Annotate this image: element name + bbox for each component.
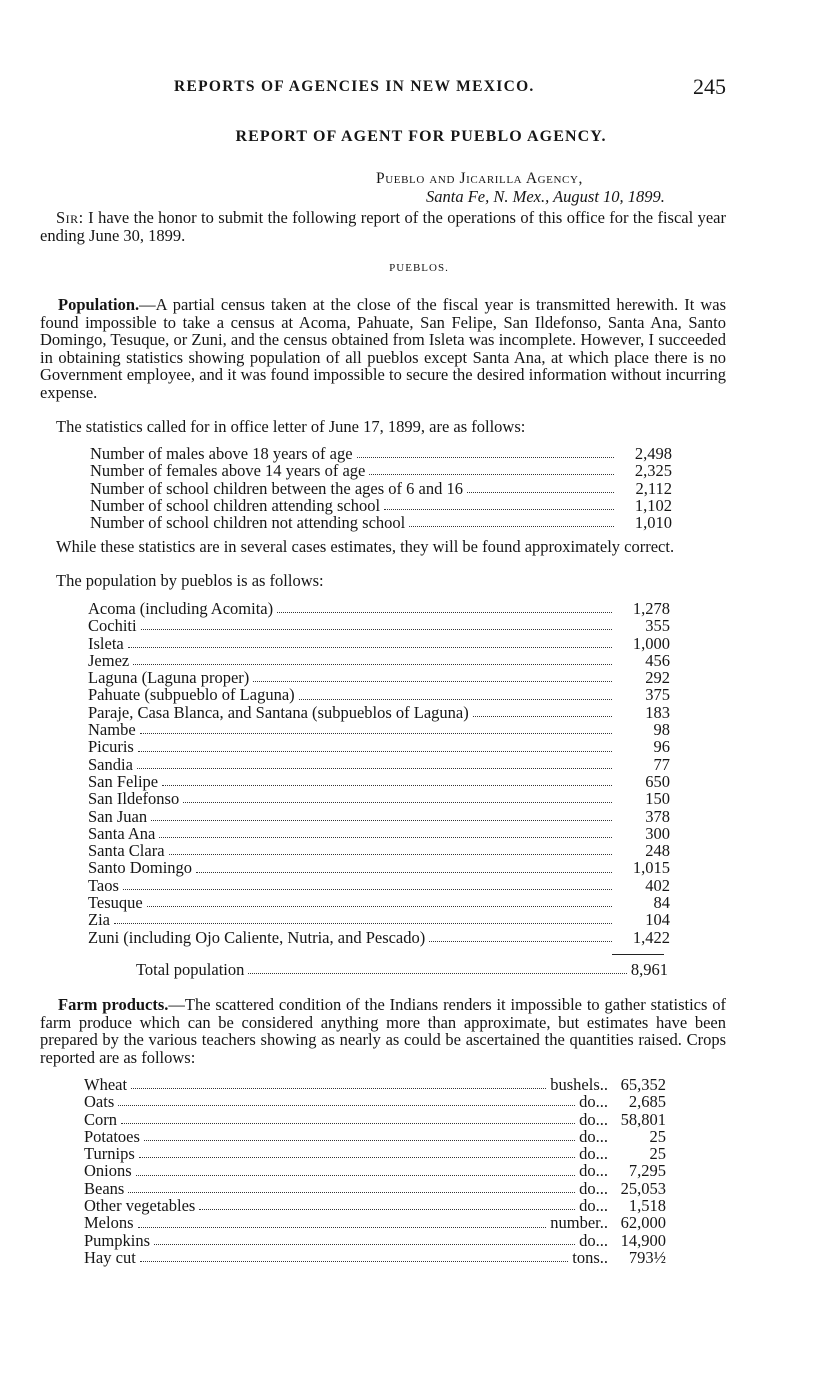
- leader-dots: [151, 820, 612, 821]
- farm-paragraph: [40, 996, 726, 1066]
- statistic-row-label: Number of school children between the ages of 6 and 16: [90, 478, 463, 498]
- leader-dots: [169, 854, 612, 855]
- population-text: —A partial census taken at the close of the fiscal year is transmitted herewith. It was found impossible to take a census at Acoma, Pahuate, San Felipe, San Ildefonso, Santa Ana, Santo Domingo, Tesuque, or Zuni, and the census obtained from Isleta was incomplete. However, I succeeded in obtaining statistics showing population of all pueblos except Santa Ana, at which place there is no Government employee, and it was found impossible to secure the desired information without incurring expense.: [40, 295, 726, 402]
- crop-row: [84, 1248, 666, 1265]
- statistic-row: [90, 444, 672, 461]
- leader-dots: [137, 768, 612, 769]
- leader-dots: [121, 1123, 575, 1124]
- pueblo-row-label: Acoma (including Acomita): [88, 599, 274, 618]
- crop-row-value: 65,352: [620, 1075, 666, 1094]
- crop-row-unit: do...: [579, 1196, 608, 1216]
- pueblo-row-value: 104: [645, 910, 670, 930]
- crop-row-value: 25: [649, 1126, 666, 1146]
- pueblo-row-label: San Juan: [88, 806, 148, 826]
- pueblo-row-value: 650: [645, 771, 670, 791]
- crop-row: [84, 1092, 666, 1112]
- crop-row: [84, 1127, 666, 1144]
- crop-row-label: Turnips: [84, 1144, 135, 1164]
- pueblo-row-value: 378: [645, 806, 670, 826]
- population-lead: Population.: [58, 295, 140, 314]
- statistic-row-label: Number of females above 14 years of age: [90, 461, 366, 481]
- agency-name: Pueblo and Jicarilla Agency,: [376, 170, 583, 187]
- statistic-row-value: 1,102: [634, 495, 672, 515]
- pueblo-row-label: Cochiti: [88, 616, 137, 636]
- pueblo-row-label: San Ildefonso: [88, 789, 180, 809]
- crop-row-label: Hay cut: [84, 1247, 136, 1267]
- pueblo-row-value: 1,422: [632, 927, 670, 947]
- leader-dots: [199, 1209, 575, 1210]
- statistic-row-value: 1,010: [634, 513, 672, 533]
- leader-dots: [131, 1088, 546, 1089]
- pueblo-row-label: Jemez: [88, 650, 130, 670]
- leader-dots: [139, 1157, 575, 1158]
- leader-dots: [140, 733, 612, 734]
- crop-row-unit: do...: [579, 1178, 608, 1198]
- leader-dots: [118, 1105, 575, 1106]
- pueblo-row-value: 84: [653, 893, 670, 913]
- crop-row-unit: do...: [579, 1230, 608, 1250]
- leader-dots: [357, 457, 614, 458]
- crop-row-label: Onions: [84, 1161, 132, 1181]
- pueblo-row: [88, 893, 670, 913]
- pueblo-row: [88, 634, 670, 651]
- total-population-row: [136, 960, 668, 977]
- salutation: Sir:: [56, 208, 84, 227]
- crop-row-label: Pumpkins: [84, 1230, 151, 1250]
- pueblo-row: [88, 858, 670, 878]
- leader-dots: [141, 629, 612, 630]
- statistic-row: [90, 513, 672, 533]
- pueblo-row-label: Nambe: [88, 720, 136, 740]
- total-label: Total population: [136, 960, 245, 979]
- pueblo-row-value: 1,000: [632, 633, 670, 653]
- leader-dots: [133, 664, 612, 665]
- farm-text: —The scattered condition of the Indians renders it impossible to gather statistics of farm produce which can be considered anything more than approximate, but estimates have been prepared by the various teachers showing as nearly as could be ascertained the quantities raised. Crops reported are as follows:: [40, 995, 726, 1067]
- pueblo-row-label: Laguna (Laguna proper): [88, 668, 250, 688]
- crop-row-label: Oats: [84, 1092, 115, 1112]
- pueblo-row-value: 150: [645, 789, 670, 809]
- leader-dots: [369, 474, 614, 475]
- total-row: [136, 960, 668, 977]
- leader-dots: [253, 681, 612, 682]
- pueblo-population-table: [88, 599, 670, 945]
- pueblo-row-label: Zuni (including Ojo Caliente, Nutria, and Pescado): [88, 927, 426, 947]
- pueblo-row: [88, 703, 670, 720]
- leader-dots: [140, 1261, 568, 1262]
- pueblo-row-value: 402: [645, 875, 670, 895]
- leader-dots: [154, 1244, 575, 1245]
- crop-row-unit: do...: [579, 1161, 608, 1181]
- crop-row-value: 1,518: [628, 1196, 666, 1216]
- pueblo-row: [88, 824, 670, 841]
- crop-row: [84, 1144, 666, 1164]
- leader-dots: [159, 837, 612, 838]
- leader-dots: [123, 889, 612, 890]
- pueblo-row-value: 1,278: [632, 599, 670, 618]
- crop-row-unit: bushels..: [550, 1075, 608, 1094]
- estimates-note: While these statistics are in several cases estimates, they will be found approximately correct.: [56, 537, 675, 556]
- pueblo-row: [88, 651, 670, 668]
- crop-row: [84, 1179, 666, 1196]
- statistic-row-value: 2,325: [634, 461, 672, 481]
- crop-row-value: 7,295: [628, 1161, 666, 1181]
- crop-row-value: 14,900: [620, 1230, 666, 1250]
- pueblo-row-label: Picuris: [88, 737, 134, 757]
- crop-row: [84, 1075, 666, 1092]
- pueblo-row-value: 96: [653, 737, 670, 757]
- leader-dots: [138, 751, 612, 752]
- crop-row-label: Potatoes: [84, 1126, 140, 1146]
- pueblo-row-value: 375: [645, 685, 670, 705]
- pueblo-row: [88, 755, 670, 772]
- pueblo-row-label: Isleta: [88, 633, 124, 653]
- leader-dots: [467, 492, 614, 493]
- pueblo-row-label: Santa Clara: [88, 841, 165, 861]
- population-paragraph: [40, 296, 726, 401]
- crop-row-value: 25: [649, 1144, 666, 1164]
- page-number: 245: [693, 74, 726, 99]
- statistic-row: [90, 461, 672, 481]
- crop-row-unit: do...: [579, 1092, 608, 1112]
- report-title: REPORT OF AGENT FOR PUEBLO AGENCY.: [235, 128, 607, 145]
- pueblo-row-label: Taos: [88, 875, 119, 895]
- pueblo-row-value: 183: [645, 702, 670, 722]
- opening-paragraph: [40, 209, 726, 244]
- crop-row-unit: number..: [550, 1213, 608, 1233]
- total-value: 8,961: [630, 960, 668, 979]
- statistic-row-label: Number of school children attending school: [90, 495, 381, 515]
- leader-dots: [138, 1227, 547, 1228]
- pueblo-row-value: 248: [645, 841, 670, 861]
- leader-dots: [473, 716, 612, 717]
- section-heading: PUEBLOS.: [389, 262, 449, 274]
- crop-row-unit: do...: [579, 1144, 608, 1164]
- pueblo-row-label: Sandia: [88, 754, 133, 774]
- leader-dots: [147, 906, 612, 907]
- pueblo-row: [88, 737, 670, 757]
- crop-row-unit: tons..: [572, 1247, 608, 1267]
- crop-row-value: 2,685: [628, 1092, 666, 1112]
- pueblos-intro: The population by pueblos is as follows:: [56, 571, 324, 590]
- crop-row: [84, 1110, 666, 1127]
- place-date: Santa Fe, N. Mex., August 10, 1899.: [426, 187, 665, 206]
- crop-row-label: Corn: [84, 1109, 117, 1129]
- leader-dots: [136, 1175, 575, 1176]
- pueblo-row-label: San Felipe: [88, 771, 159, 791]
- leader-dots: [128, 1192, 575, 1193]
- crop-row-value: 793½: [628, 1247, 666, 1267]
- crop-row-label: Melons: [84, 1213, 134, 1233]
- pueblo-row: [88, 789, 670, 809]
- crop-row: [84, 1196, 666, 1216]
- crop-row-unit: do...: [579, 1126, 608, 1146]
- crop-row: [84, 1231, 666, 1248]
- pueblo-row-label: Santa Ana: [88, 823, 156, 843]
- crop-row-label: Beans: [84, 1178, 125, 1198]
- running-title: REPORTS OF AGENCIES IN NEW MEXICO.: [174, 78, 535, 95]
- pueblo-row-label: Zia: [88, 910, 110, 930]
- statistics-intro: The statistics called for in office letter of June 17, 1899, are as follows:: [56, 417, 526, 436]
- statistic-row-label: Number of males above 18 years of age: [90, 444, 353, 463]
- pueblo-row-label: Pahuate (subpueblo of Laguna): [88, 685, 295, 705]
- pueblo-row-value: 292: [645, 668, 670, 688]
- leader-dots: [299, 699, 612, 700]
- crop-row-value: 58,801: [620, 1109, 666, 1129]
- pueblo-row-value: 77: [653, 754, 670, 774]
- statistic-row: [90, 479, 672, 496]
- leader-dots: [277, 612, 612, 613]
- leader-dots: [384, 509, 614, 510]
- leader-dots: [114, 923, 612, 924]
- crop-row-unit: do...: [579, 1109, 608, 1129]
- leader-dots: [409, 526, 614, 527]
- leader-dots: [248, 973, 627, 974]
- statistics-table: [90, 444, 672, 533]
- farm-lead: Farm products.: [58, 995, 169, 1014]
- leader-dots: [183, 802, 612, 803]
- pueblo-row: [88, 599, 670, 616]
- pueblo-row-value: 355: [645, 616, 670, 636]
- statistic-row-value: 2,112: [635, 478, 672, 498]
- pueblo-row-value: 456: [645, 650, 670, 670]
- opening-text: I have the honor to submit the following report of the operations of this office for the fiscal year ending June 30, 1899.: [40, 208, 727, 245]
- crop-row-value: 25,053: [620, 1178, 666, 1198]
- pueblo-row: [88, 668, 670, 688]
- pueblo-row-value: 300: [645, 823, 670, 843]
- pueblo-row-value: 98: [653, 720, 670, 740]
- pueblo-row: [88, 772, 670, 789]
- crop-row-label: Other vegetables: [84, 1196, 196, 1216]
- pueblo-row: [88, 928, 670, 945]
- crops-table: [84, 1075, 666, 1265]
- pueblo-row-label: Tesuque: [88, 893, 143, 913]
- statistic-row-label: Number of school children not attending school: [90, 513, 406, 533]
- pueblo-row: [88, 685, 670, 705]
- total-rule: [612, 954, 664, 955]
- leader-dots: [196, 872, 612, 873]
- crop-row-value: 62,000: [620, 1213, 666, 1233]
- crop-row-label: Wheat: [84, 1075, 128, 1094]
- pueblo-row-value: 1,015: [632, 858, 670, 878]
- leader-dots: [144, 1140, 575, 1141]
- pueblo-row-label: Santo Domingo: [88, 858, 193, 878]
- running-head: [40, 76, 730, 100]
- pueblo-row: [88, 910, 670, 930]
- leader-dots: [162, 785, 612, 786]
- statistic-row-value: 2,498: [634, 444, 672, 463]
- leader-dots: [429, 941, 612, 942]
- pueblo-row-label: Paraje, Casa Blanca, and Santana (subpueblos of Laguna): [88, 702, 469, 722]
- leader-dots: [128, 647, 612, 648]
- crop-row: [84, 1161, 666, 1181]
- pueblo-row: [88, 841, 670, 861]
